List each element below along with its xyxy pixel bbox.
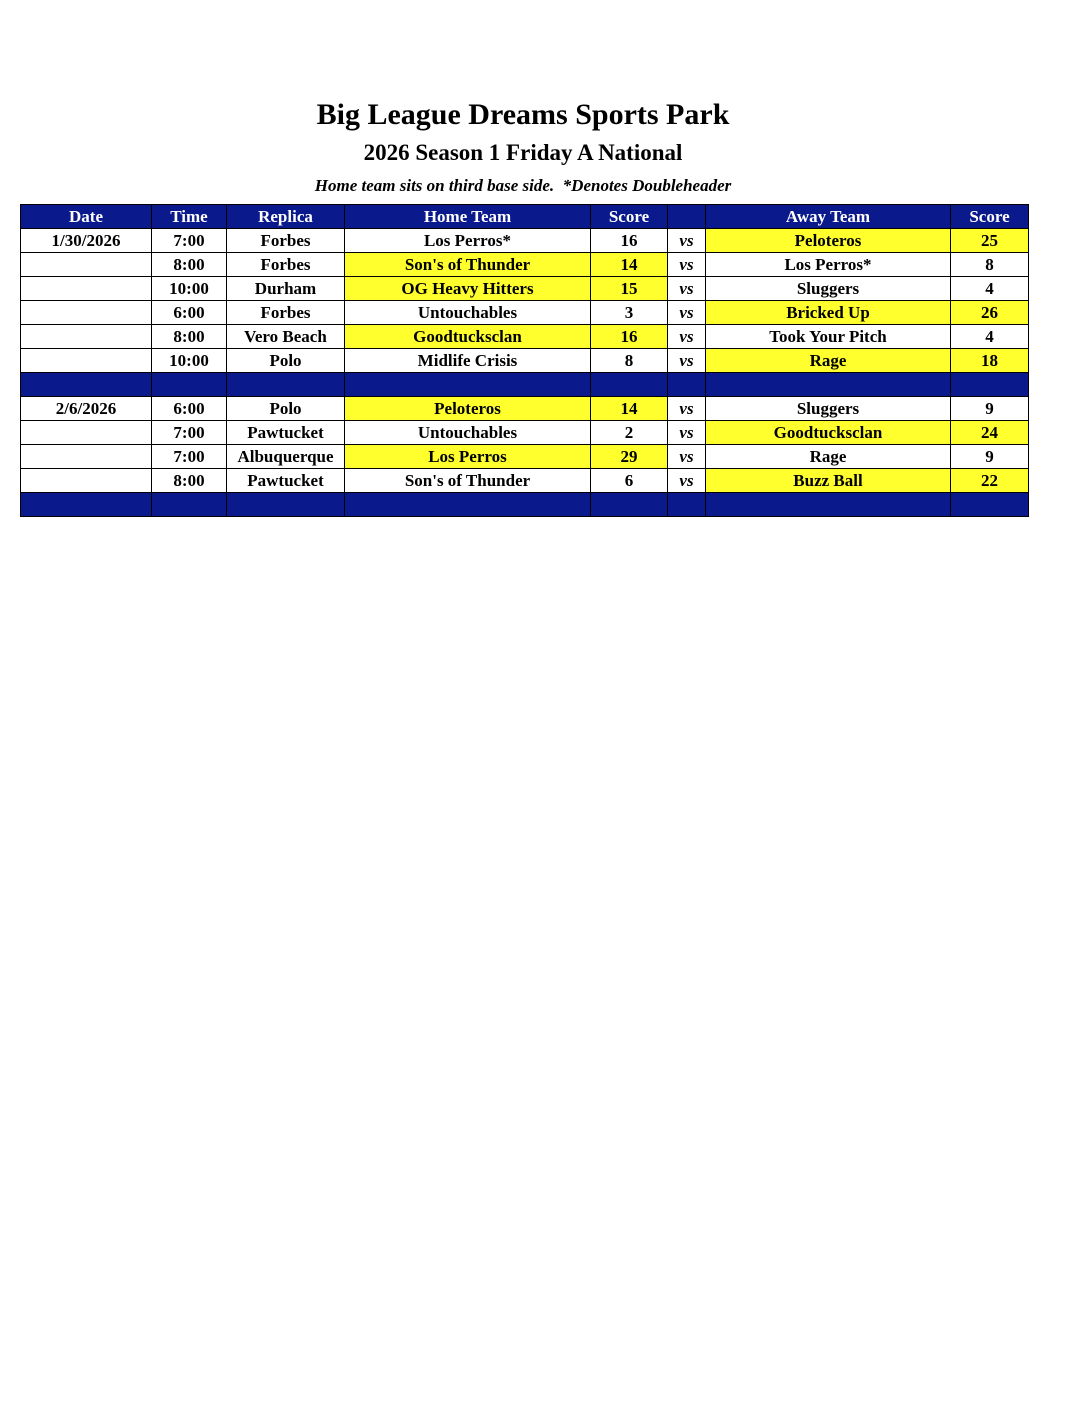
vs-cell: vs — [668, 325, 706, 349]
away-score-cell: 25 — [951, 229, 1029, 253]
away-team-cell: Peloteros — [706, 229, 951, 253]
game-row — [21, 229, 1029, 253]
vs-cell: vs — [668, 277, 706, 301]
replica-field-cell: Forbes — [227, 301, 345, 325]
replica-field-cell: Polo — [227, 349, 345, 373]
replica-field-cell: Forbes — [227, 253, 345, 277]
home-team-cell: Son's of Thunder — [345, 253, 591, 277]
game-date-cell — [21, 445, 152, 469]
vs-cell: vs — [668, 397, 706, 421]
col-header-away-score: Score — [951, 205, 1029, 229]
away-team-cell: Sluggers — [706, 397, 951, 421]
separator-cell — [706, 373, 951, 397]
away-score-cell: 9 — [951, 397, 1029, 421]
page-subtitle: 2026 Season 1 Friday A National — [363, 140, 683, 165]
separator-cell — [345, 373, 591, 397]
game-time-cell: 7:00 — [152, 421, 227, 445]
page-title: Big League Dreams Sports Park — [316, 98, 730, 131]
home-team-cell: Untouchables — [345, 421, 591, 445]
game-row — [21, 301, 1029, 325]
game-date-cell — [21, 469, 152, 493]
away-score-cell: 4 — [951, 325, 1029, 349]
away-score-cell: 9 — [951, 445, 1029, 469]
game-row — [21, 445, 1029, 469]
replica-field-cell: Pawtucket — [227, 469, 345, 493]
game-row — [21, 253, 1029, 277]
game-time-cell: 6:00 — [152, 301, 227, 325]
separator-cell — [706, 493, 951, 517]
away-score-cell: 8 — [951, 253, 1029, 277]
replica-field-cell: Polo — [227, 397, 345, 421]
game-time-cell: 8:00 — [152, 325, 227, 349]
separator-cell — [227, 373, 345, 397]
header-row — [21, 205, 1029, 229]
col-header-date: Date — [21, 205, 152, 229]
col-header-time: Time — [152, 205, 227, 229]
game-row — [21, 325, 1029, 349]
game-row — [21, 277, 1029, 301]
home-score-cell: 3 — [591, 301, 668, 325]
away-team-cell: Rage — [706, 349, 951, 373]
home-team-cell: Los Perros — [345, 445, 591, 469]
away-score-cell: 18 — [951, 349, 1029, 373]
game-time-cell: 10:00 — [152, 349, 227, 373]
replica-field-cell: Durham — [227, 277, 345, 301]
col-header-home-team: Home Team — [345, 205, 591, 229]
home-score-cell: 15 — [591, 277, 668, 301]
game-date-cell: 1/30/2026 — [21, 229, 152, 253]
replica-field-cell: Albuquerque — [227, 445, 345, 469]
separator-cell — [591, 493, 668, 517]
away-score-cell: 4 — [951, 277, 1029, 301]
week-separator-row — [21, 373, 1029, 397]
away-team-cell: Los Perros* — [706, 253, 951, 277]
separator-cell — [345, 493, 591, 517]
home-score-cell: 6 — [591, 469, 668, 493]
home-team-cell: Son's of Thunder — [345, 469, 591, 493]
replica-field-cell: Vero Beach — [227, 325, 345, 349]
game-row — [21, 421, 1029, 445]
home-score-cell: 16 — [591, 229, 668, 253]
separator-cell — [668, 493, 706, 517]
game-time-cell: 7:00 — [152, 229, 227, 253]
separator-cell — [951, 373, 1029, 397]
game-date-cell — [21, 301, 152, 325]
schedule-body — [21, 229, 1029, 517]
vs-cell: vs — [668, 253, 706, 277]
separator-cell — [152, 493, 227, 517]
home-score-cell: 2 — [591, 421, 668, 445]
separator-cell — [21, 493, 152, 517]
separator-cell — [227, 493, 345, 517]
game-date-cell — [21, 421, 152, 445]
vs-cell: vs — [668, 301, 706, 325]
away-team-cell: Goodtucksclan — [706, 421, 951, 445]
game-date-cell — [21, 253, 152, 277]
game-time-cell: 7:00 — [152, 445, 227, 469]
game-date-cell — [21, 349, 152, 373]
home-team-cell: Goodtucksclan — [345, 325, 591, 349]
col-header-replica: Replica — [227, 205, 345, 229]
schedule-table — [20, 204, 1029, 517]
game-row — [21, 349, 1029, 373]
away-team-cell: Bricked Up — [706, 301, 951, 325]
vs-cell: vs — [668, 421, 706, 445]
col-header-home-score: Score — [591, 205, 668, 229]
home-score-cell: 14 — [591, 253, 668, 277]
week-separator-row — [21, 493, 1029, 517]
away-team-cell: Rage — [706, 445, 951, 469]
game-row — [21, 469, 1029, 493]
game-date-cell — [21, 325, 152, 349]
away-team-cell: Took Your Pitch — [706, 325, 951, 349]
away-score-cell: 24 — [951, 421, 1029, 445]
col-header-away-team: Away Team — [706, 205, 951, 229]
game-time-cell: 10:00 — [152, 277, 227, 301]
home-score-cell: 29 — [591, 445, 668, 469]
replica-field-cell: Pawtucket — [227, 421, 345, 445]
col-header-vs — [668, 205, 706, 229]
home-team-cell: OG Heavy Hitters — [345, 277, 591, 301]
home-team-cell: Peloteros — [345, 397, 591, 421]
home-team-cell: Midlife Crisis — [345, 349, 591, 373]
away-score-cell: 22 — [951, 469, 1029, 493]
replica-field-cell: Forbes — [227, 229, 345, 253]
game-row — [21, 397, 1029, 421]
vs-cell: vs — [668, 349, 706, 373]
vs-cell: vs — [668, 229, 706, 253]
game-date-cell — [21, 277, 152, 301]
separator-cell — [591, 373, 668, 397]
game-time-cell: 6:00 — [152, 397, 227, 421]
vs-cell: vs — [668, 445, 706, 469]
home-team-cell: Untouchables — [345, 301, 591, 325]
schedule-note: Home team sits on third base side. *Denotes Doubleheader — [314, 176, 732, 195]
game-date-cell: 2/6/2026 — [21, 397, 152, 421]
vs-cell: vs — [668, 469, 706, 493]
home-score-cell: 8 — [591, 349, 668, 373]
separator-cell — [152, 373, 227, 397]
away-team-cell: Buzz Ball — [706, 469, 951, 493]
game-time-cell: 8:00 — [152, 469, 227, 493]
away-score-cell: 26 — [951, 301, 1029, 325]
home-score-cell: 14 — [591, 397, 668, 421]
separator-cell — [21, 373, 152, 397]
home-score-cell: 16 — [591, 325, 668, 349]
separator-cell — [668, 373, 706, 397]
game-time-cell: 8:00 — [152, 253, 227, 277]
home-team-cell: Los Perros* — [345, 229, 591, 253]
separator-cell — [951, 493, 1029, 517]
away-team-cell: Sluggers — [706, 277, 951, 301]
